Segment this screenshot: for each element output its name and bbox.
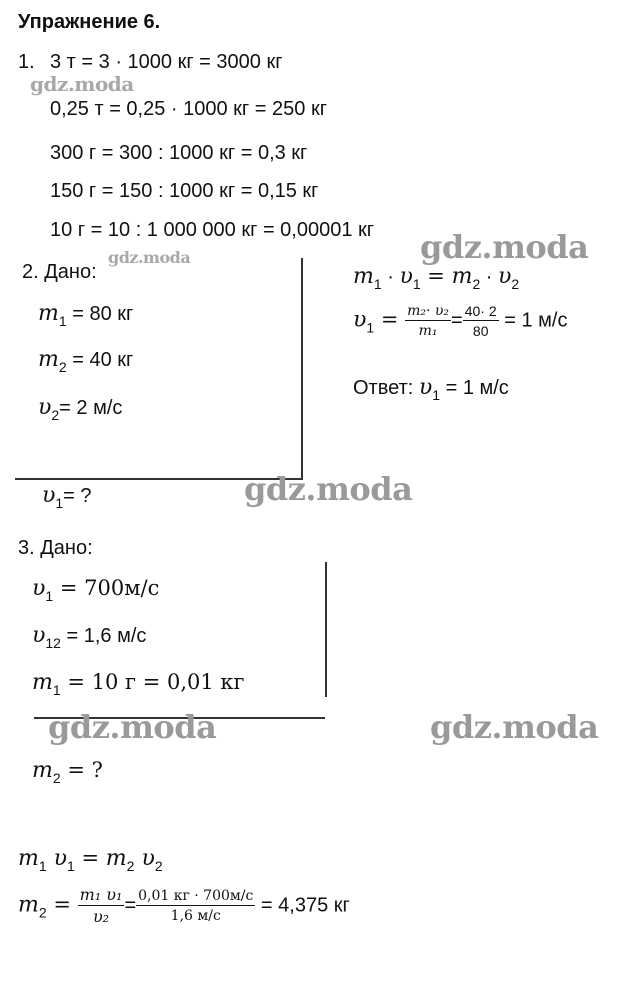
ex3-given-2: $\upsilon_{12} = 1,6$ м/с xyxy=(32,623,147,651)
ex2-equation-1: $m_1 \cdot \upsilon_1 = m_2 \cdot \upsilon_2$ xyxy=(353,264,520,292)
watermark-5: gdz.moda xyxy=(48,708,217,746)
ex1-line-5: 10 г = 10 : 1 000 000 кг = 0,00001 кг xyxy=(50,219,375,241)
ex1-number: 1. xyxy=(18,51,35,73)
watermark-3: gdz.moda xyxy=(108,248,191,267)
ex1-line-4: 150 г = 150 : 1000 кг = 0,15 кг xyxy=(50,180,319,202)
ex3-fraction-2: $\frac{0,01 кг \cdot 700м/с}{1,6 м/с}$ xyxy=(138,888,254,924)
ex3-find: $m_2$ = ? xyxy=(32,758,103,786)
ex2-given-3: $\upsilon_2= 2$ м/с xyxy=(38,395,123,423)
ex2-answer: Ответ: $\upsilon_1 = 1$ м/с xyxy=(353,375,509,403)
watermark-6: gdz.moda xyxy=(430,708,599,746)
ex3-equation-1: $m_1$ $\upsilon_1 = m_2$ $\upsilon_2$ xyxy=(18,846,163,874)
page-title: Упражнение 6. xyxy=(18,11,161,33)
ex1-line-1: 3 т = 3 · 1000 кг = 3000 кг xyxy=(50,51,283,73)
ex3-equation-2: $m_2$ = $\frac{\text{m₁ υ₁}}{\text{υ₂}}$ = $\frac{0,01 кг \cdot 700м/с}{1,6 м/с}$ = 4,375 кг xyxy=(18,885,350,926)
ex2-find: $\upsilon_1=$ ? xyxy=(42,483,92,511)
watermark-2: gdz.moda xyxy=(420,228,589,266)
ex3-given-1: $\upsilon_1 = 700м/с$ xyxy=(32,576,160,604)
ex3-fraction-1: $\frac{\text{m₁ υ₁}}{\text{υ₂}}$ xyxy=(79,885,123,926)
ex2-equation-2: $\upsilon_1$ = $\frac{\text{m₂· υ₂}}{\text{m₁}}$ = $\frac{40\cdot 2}{80}$ = 1 м/с xyxy=(353,303,568,339)
ex2-given-1: $m_1 = 80$ кг xyxy=(38,301,134,329)
watermark-4: gdz.moda xyxy=(244,470,413,508)
ex2-dano-vertical-line xyxy=(301,258,303,480)
ex3-dano-label: 3. Дано: xyxy=(18,537,93,559)
ex2-fraction-2: $\frac{40\cdot 2}{80}$ xyxy=(464,303,497,339)
ex2-dano-label: 2. Дано: xyxy=(22,261,97,283)
ex2-fraction-1: $\frac{\text{m₂· υ₂}}{\text{m₁}}$ xyxy=(407,303,450,339)
ex3-dano-vertical-line xyxy=(325,562,327,697)
ex2-given-2: $m_2 = 40$ кг xyxy=(38,347,134,375)
ex1-line-3: 300 г = 300 : 1000 кг = 0,3 кг xyxy=(50,142,308,164)
watermark-1: gdz.moda xyxy=(30,72,134,96)
ex1-line-2: 0,25 т = 0,25 · 1000 кг = 250 кг xyxy=(50,98,327,120)
ex3-given-3: $m_1 = 10$ г = 0,01 кг xyxy=(32,670,245,698)
